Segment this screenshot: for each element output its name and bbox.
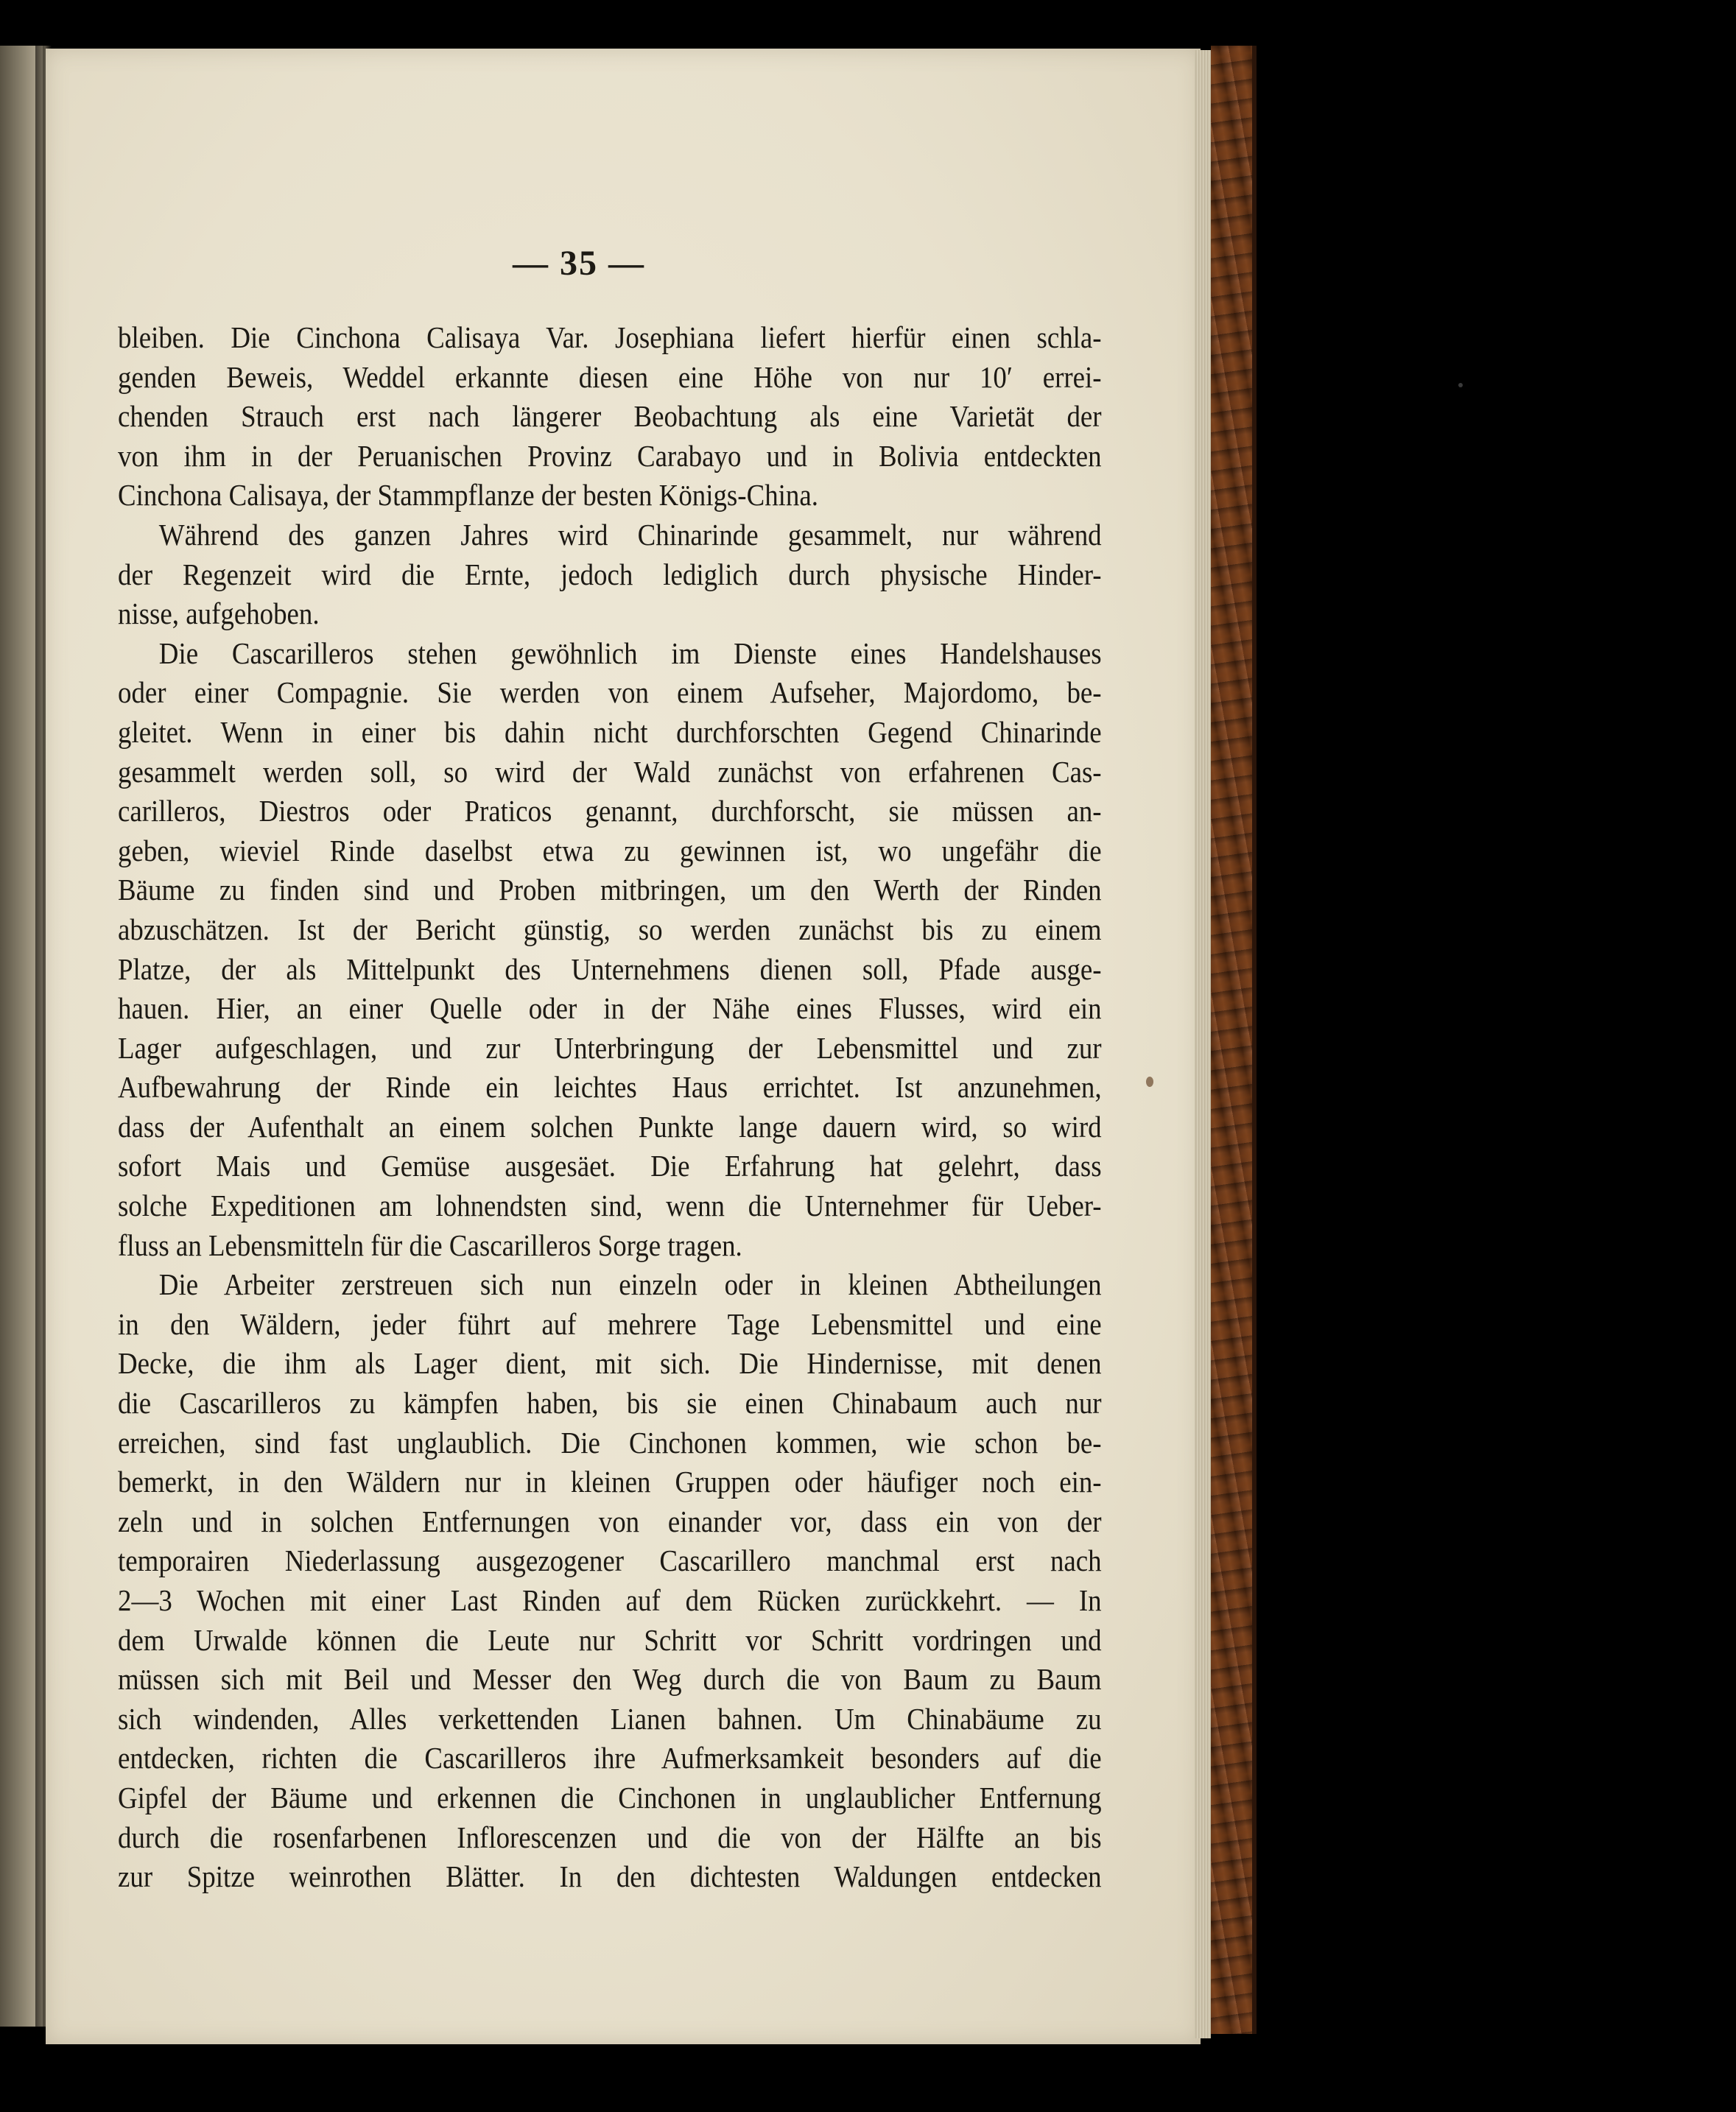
text-line: dem Urwalde können die Leute nur Schritt vor Schritt vordringen und: [118, 1622, 1102, 1657]
text-line: durch die rosenfarbenen Inflorescenzen und die von der Hälfte an bis: [118, 1820, 1102, 1854]
text-line: Die Arbeiter zerstreuen sich nun einzeln oder in kleinen Abtheilungen: [158, 1267, 1102, 1302]
text-line: Die Cascarilleros stehen gewöhnlich im Dienste eines Handelshauses: [158, 636, 1102, 670]
text-line: Bäume zu finden sind und Proben mitbringen, um den Werth der Rinden: [118, 873, 1102, 907]
text-line: Gipfel der Bäume und erkennen die Cinchonen in unglaublicher Entfernung: [118, 1780, 1102, 1814]
text-line: carilleros, Diestros oder Praticos genannt, durchforscht, sie müssen an-: [118, 794, 1102, 828]
text-line: zeln und in solchen Entfernungen von einander vor, dass ein von der: [118, 1504, 1102, 1538]
text-line: von ihm in der Peruanischen Provinz Carabayo und in Bolivia entdeckten: [118, 438, 1102, 473]
body-text: [118, 318, 1102, 1897]
text-line: bleiben. Die Cinchona Calisaya Var. Josephiana liefert hierfür einen schla-: [118, 320, 1102, 354]
text-line: gleitet. Wenn in einer bis dahin nicht durchforschten Gegend Chinarinde: [118, 714, 1102, 749]
text-line: Aufbewahrung der Rinde ein leichtes Haus errichtet. Ist anzunehmen,: [118, 1070, 1102, 1105]
text-line: sofort Mais und Gemüse ausgesäet. Die Erfahrung hat gelehrt, dass: [118, 1149, 1102, 1183]
paragraph-2: [118, 515, 1102, 634]
text-line: bemerkt, in den Wäldern nur in kleinen Gruppen oder häufiger noch ein-: [118, 1465, 1102, 1499]
text-line: zur Spitze weinrothen Blätter. In den dichtesten Waldungen entdecken: [118, 1859, 1102, 1894]
text-line: erreichen, sind fast unglaublich. Die Cinchonen kommen, wie schon be-: [118, 1425, 1102, 1460]
page-stack-edges: [1195, 50, 1211, 2038]
paragraph-1: [118, 318, 1102, 515]
paragraph-3: [118, 634, 1102, 1266]
text-line: abzuschätzen. Ist der Bericht günstig, so werden zunächst bis zu einem: [118, 912, 1102, 946]
text-line: Cinchona Calisaya, der Stammpflanze der besten Königs-China.: [118, 478, 818, 513]
text-line: die Cascarilleros zu kämpfen haben, bis sie einen Chinabaum auch nur: [118, 1386, 1102, 1421]
text-line: genden Beweis, Weddel erkannte diesen eine Höhe von nur 10′ errei-: [118, 359, 1102, 394]
text-line: müssen sich mit Beil und Messer den Weg durch die von Baum zu Baum: [118, 1662, 1102, 1697]
stain-spot: [1146, 1077, 1153, 1087]
binding-edge: [1252, 46, 1257, 2034]
book-page: [46, 49, 1201, 2044]
text-line: in den Wäldern, jeder führt auf mehrere Tage Lebensmittel und eine: [118, 1306, 1102, 1341]
text-line: temporairen Niederlassung ausgezogener Cascarillero manchmal erst nach: [118, 1543, 1102, 1578]
text-line: Während des ganzen Jahres wird Chinarinde gesammelt, nur während: [158, 517, 1102, 552]
text-line: sich windenden, Alles verkettenden Lianen bahnen. Um Chinabäume zu: [118, 1701, 1102, 1736]
text-line: dass der Aufenthalt an einem solchen Punkte lange dauern wird, so wird: [118, 1109, 1102, 1144]
leather-binding: [1211, 46, 1252, 2034]
text-line: chenden Strauch erst nach längerer Beobachtung als eine Varietät der: [118, 399, 1102, 434]
text-line: 2—3 Wochen mit einer Last Rinden auf dem Rücken zurückkehrt. — In: [118, 1583, 1102, 1617]
text-line: hauen. Hier, an einer Quelle oder in der Nähe eines Flusses, wird ein: [118, 991, 1102, 1026]
text-line: geben, wieviel Rinde daselbst etwa zu gewinnen ist, wo ungefähr die: [118, 833, 1102, 867]
text-line: Lager aufgeschlagen, und zur Unterbringung der Lebensmittel und zur: [118, 1030, 1102, 1065]
dust-speck: [1458, 383, 1463, 387]
text-line: der Regenzeit wird die Ernte, jedoch lediglich durch physische Hinder-: [118, 557, 1102, 591]
text-line: oder einer Compagnie. Sie werden von einem Aufseher, Majordomo, be-: [118, 675, 1102, 710]
text-line: entdecken, richten die Cascarilleros ihre Aufmerksamkeit besonders auf die: [118, 1741, 1102, 1775]
text-line: fluss an Lebensmitteln für die Cascarilleros Sorge tragen.: [118, 1228, 742, 1262]
text-line: Platze, der als Mittelpunkt des Unternehmens dienen soll, Pfade ausge-: [118, 951, 1102, 986]
text-line: nisse, aufgehoben.: [118, 596, 320, 631]
page-number: — 35 —: [513, 244, 645, 283]
text-line: Decke, die ihm als Lager dient, mit sich. Die Hindernisse, mit denen: [118, 1346, 1102, 1381]
text-line: solche Expeditionen am lohnendsten sind, wenn die Unternehmer für Ueber-: [118, 1189, 1102, 1223]
paragraph-4: [118, 1265, 1102, 1897]
text-line: gesammelt werden soll, so wird der Wald zunächst von erfahrenen Cas-: [118, 754, 1102, 789]
